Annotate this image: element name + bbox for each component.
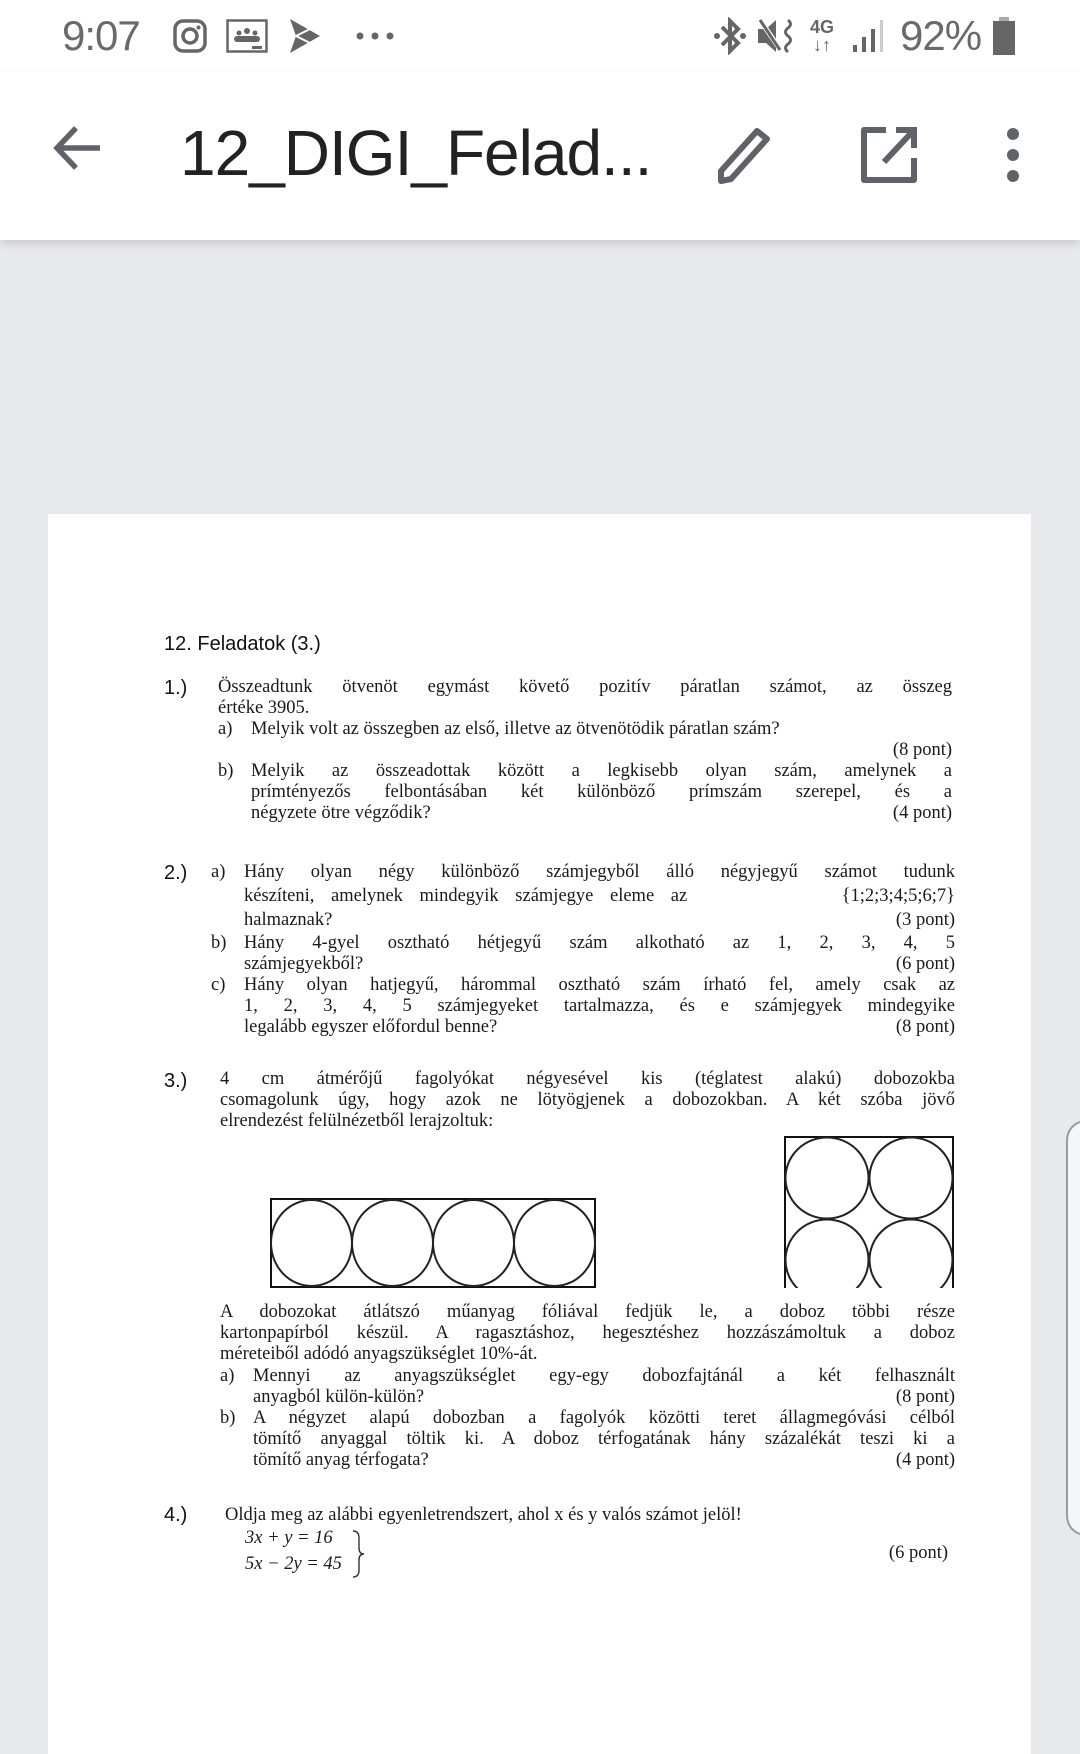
equation-1: 3x + y = 16 (245, 1528, 333, 1548)
open-external-icon (860, 126, 918, 184)
points: (6 pont) (895, 954, 955, 974)
google-classroom-icon (225, 16, 269, 56)
text-line: négyzete ötre végződik? (251, 803, 431, 823)
arrow-back-icon (52, 122, 104, 174)
text-line: Összeadtunk ötvenöt egymást követő pozitív páratlan számot, az összeg (218, 677, 952, 697)
part-label: b) (218, 761, 234, 781)
text-line: méreteiből adódó anyagszükséglet 10%-át. (220, 1344, 538, 1364)
ball (786, 1138, 869, 1219)
q3-body (220, 1302, 955, 1365)
equation-2: 5x − 2y = 45 (245, 1554, 342, 1574)
points: (6 pont) (888, 1543, 948, 1563)
part-label: b) (211, 933, 227, 953)
text-line: Hány olyan hatjegyű, hárommal osztható szám írható fel, amely csak az (244, 975, 955, 995)
battery-icon (992, 16, 1016, 56)
text-line: A négyzet alapú dobozban a fagolyók közötti teret állagmegóvási célból (253, 1408, 955, 1428)
part-label: a) (218, 719, 233, 739)
text-line: csomagolunk úgy, hogy azok ne lötyögjenek a dobozokban. A két szóba jövő (220, 1090, 955, 1110)
edit-button[interactable] (712, 122, 778, 188)
q3-intro (220, 1069, 955, 1132)
q2-part-c (211, 975, 955, 1038)
document-title: 12_DIGI_Felad... (180, 117, 652, 189)
text-line: tömítő anyaggal töltik ki. A doboz térfogatának hány százalékát teszi ki a (253, 1429, 955, 1449)
text-line: 4 cm átmérőjű fagolyókat négyesével kis (téglatest alakú) dobozokba (220, 1069, 955, 1089)
q3-figures (270, 1136, 960, 1288)
text-line: készíteni, amelynek mindegyik számjegye eleme az (244, 886, 688, 906)
square-box-figure (785, 1137, 953, 1288)
text-line: számjegyekből? (244, 954, 364, 974)
text-line: prímtényezős felbontásában két különböző prímszám szerepel, és a (251, 782, 952, 802)
back-button[interactable] (48, 118, 108, 178)
q1-part-b (218, 761, 952, 824)
app-bar (0, 72, 1080, 240)
points: (8 pont) (895, 1387, 955, 1407)
text-line: 1, 2, 3, 4, 5 számjegyeket tartalmazza, és e számjegyek mindegyike (244, 996, 955, 1016)
ball (271, 1200, 352, 1286)
instagram-icon (172, 16, 208, 56)
network-4g-icon: 4G ↓↑ (809, 17, 834, 55)
q1-number: 1.) (164, 677, 188, 699)
ball (870, 1220, 953, 1289)
q3-part-a (220, 1366, 955, 1408)
text-line: kartonpapírból készül. A ragasztáshoz, hegesztéshez hozzászámoltuk a doboz (220, 1323, 955, 1343)
more-options-button[interactable] (990, 122, 1036, 188)
signal-icon (851, 16, 887, 56)
text-line: anyagból külön-külön? (253, 1387, 425, 1407)
text-line: halmaznak? (244, 910, 333, 930)
long-box-figure (271, 1199, 595, 1287)
ball (514, 1200, 595, 1286)
ball (433, 1200, 514, 1286)
more-vert-icon (1006, 127, 1020, 183)
open-external-button[interactable] (856, 122, 922, 188)
q3-part-b (220, 1408, 955, 1471)
points: (4 pont) (892, 803, 952, 823)
more-notifications-icon (355, 16, 395, 56)
ball (870, 1138, 953, 1219)
network-type-label: 4G (809, 17, 834, 37)
text-line: elrendezést felülnézetből lerajzoltuk: (220, 1111, 494, 1131)
q3-number: 3.) (164, 1070, 188, 1092)
text-line: legalább egyszer előfordul benne? (244, 1017, 498, 1037)
q2-number: 2.) (164, 862, 188, 884)
brace-icon (351, 1530, 365, 1578)
part-label: a) (220, 1366, 235, 1386)
q1-intro (218, 677, 952, 719)
text-line: értéke 3905. (218, 698, 310, 718)
text-line: Melyik volt az összegben az első, illetve az ötvenötödik páratlan szám? (251, 719, 780, 739)
status-time: 9:07 (62, 12, 140, 59)
q4-number: 4.) (164, 1504, 188, 1526)
ball (352, 1200, 433, 1286)
points: (8 pont) (895, 1017, 955, 1037)
set-notation: {1;2;3;4;5;6;7} (841, 886, 955, 906)
play-store-icon (287, 16, 323, 56)
q1-part-a (218, 719, 952, 761)
text-line: Hány 4-gyel osztható hétjegyű szám alkotható az 1, 2, 3, 4, 5 (244, 933, 955, 953)
battery-percent: 92% (900, 12, 982, 59)
part-label: a) (211, 862, 226, 882)
points: (3 pont) (895, 910, 955, 930)
points: (8 pont) (892, 740, 952, 760)
ball (786, 1220, 869, 1289)
vibrate-mute-icon (756, 16, 798, 56)
bluetooth-icon (713, 16, 747, 56)
q2-part-b (211, 933, 955, 975)
part-label: b) (220, 1408, 236, 1428)
doc-heading: 12. Feladatok (3.) (164, 633, 321, 655)
text-line: Melyik az összeadottak között a legkisebb olyan szám, amelynek a (251, 761, 952, 781)
status-bar (0, 0, 1080, 72)
text-line: Mennyi az anyagszükséglet egy-egy dobozfajtánál a két felhasznált (253, 1366, 955, 1386)
text-line: tömítő anyag térfogata? (253, 1450, 429, 1470)
q4-intro: Oldja meg az alábbi egyenletrendszert, ahol x és y valós számot jelöl! (225, 1505, 742, 1525)
document-page (48, 514, 1031, 1754)
text-line: A dobozokat átlátszó műanyag fóliával fedjük le, a doboz többi része (220, 1302, 955, 1322)
fast-scroll-handle[interactable] (1066, 1120, 1080, 1536)
edit-pencil-icon (715, 125, 775, 185)
q2-part-a (211, 862, 955, 931)
points: (4 pont) (895, 1450, 955, 1470)
part-label: c) (211, 975, 226, 995)
text-line: Hány olyan négy különböző számjegyből álló négyjegyű számot tudunk (244, 862, 955, 882)
